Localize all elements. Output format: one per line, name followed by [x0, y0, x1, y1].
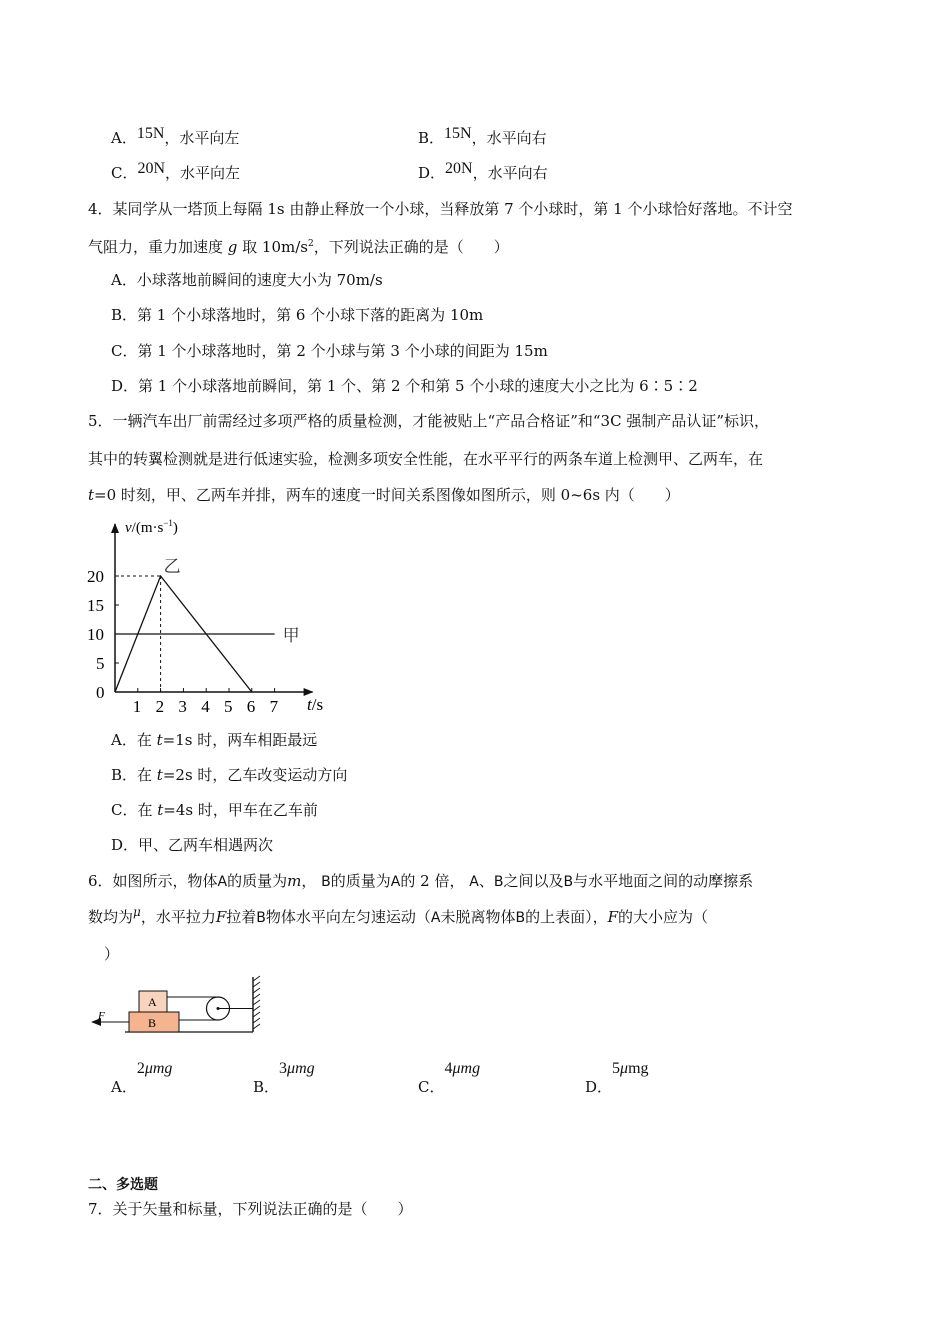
q7-stem: 7．关于矢量和标量，下列说法正确的是（ ） — [88, 1200, 413, 1218]
x-tick-label-6: 6 — [246, 697, 256, 716]
y-tick-label-20: 20 — [87, 567, 104, 586]
q6-option-c: C．4μmg — [418, 1060, 481, 1096]
q5-stem-line3: t=0 时刻，甲、乙两车并排，两车的速度一时间关系图像如图所示，则 0~6s 内（ ） — [88, 486, 680, 504]
q3-option-b: B．15N，水平向右 — [418, 125, 547, 147]
q4-option-d: D．第 1 个小球落地前瞬间，第 1 个、第 2 个和第 5 个小球的速度大小之比为 6∶5∶2 — [111, 377, 698, 395]
section-title-multi-choice: 二、多选题 — [88, 1177, 158, 1193]
q4-option-a: A．小球落地前瞬间的速度大小为 70m/s — [111, 271, 383, 289]
q4-stem-line2: 气阻力，重力加速度 g 取 $10m/s^2$，下列说法正确的是（ ） — [88, 238, 509, 256]
chart-y-axis-label: $v/(m\cdot s^{-1})$ — [125, 518, 178, 536]
velocity-time-chart — [85, 512, 345, 717]
block-b-label: B — [148, 1016, 157, 1030]
q3-option-d: D．20N，水平向右 — [418, 160, 548, 182]
y-tick-label-5: 5 — [96, 654, 105, 673]
q6-stem-line1: 6．如图所示，物体A的质量为m， B的质量为A的 2 倍， A、B之间以及B与水平地面之间的动摩擦系 — [88, 872, 754, 890]
x-tick-label-2: 2 — [155, 697, 165, 716]
blocks-pulley-figure — [85, 975, 270, 1040]
x-tick-label-4: 4 — [201, 697, 210, 716]
q5-stem-line1: 5．一辆汽车出厂前需经过多项严格的质量检测，才能被贴上“产品合格证”和“3C 强制产品认证”标识， — [88, 412, 770, 430]
q3-option-a: A．15N，水平向左 — [111, 125, 240, 147]
q3-option-a-value: 15N — [136, 125, 165, 142]
chart-x-axis-label: t/s — [307, 695, 324, 714]
x-tick-label-3: 3 — [178, 697, 187, 716]
q4-option-b: B．第 1 个小球落地时，第 6 个小球下落的距离为 10m — [111, 306, 484, 324]
q3-option-d-value: 20N — [445, 160, 473, 177]
q6-option-d: D．5μmg — [585, 1060, 649, 1096]
q6-stem-line3: ） — [104, 945, 120, 963]
q5-option-b: B．在 t=2s 时，乙车改变运动方向 — [111, 766, 348, 784]
x-tick-label-5: 5 — [224, 697, 233, 716]
y-tick-label-10: 10 — [87, 625, 104, 644]
q4-stem-line1: 4．某同学从一塔顶上每隔 1s 由静止释放一个小球，当释放第 7 个小球时，第 1 个小球恰好落地。不计空 — [88, 200, 793, 218]
series-label-jia: 甲 — [282, 626, 300, 645]
q3-option-c-value: 20N — [137, 160, 166, 177]
q6-stem-line2: 数均为$^\mu$，水平拉力F拉着B物体水平向左匀速运动（A未脱离物体B的上表面），F的大小应为（ — [88, 905, 709, 926]
block-a-label: A — [148, 995, 157, 1009]
force-label: F — [98, 1010, 105, 1022]
q3-option-b-value: 15N — [444, 125, 472, 142]
q3-option-c: C．20N，水平向左 — [111, 160, 241, 182]
q5-option-c: C．在 t=4s 时，甲车在乙车前 — [111, 801, 318, 819]
q4-option-c: C．第 1 个小球落地时，第 2 个小球与第 3 个小球的间距为 15m — [111, 342, 548, 360]
q5-option-a: A．在 t=1s 时，两车相距最远 — [111, 731, 318, 749]
q6-option-a: A．2μmg — [111, 1060, 173, 1096]
x-tick-label-7: 7 — [269, 697, 279, 716]
series-label-yi: 乙 — [163, 557, 181, 576]
x-tick-label-1: 1 — [132, 697, 142, 716]
y-tick-label-0: 0 — [96, 683, 105, 702]
q6-option-b: B．3μmg — [253, 1060, 315, 1096]
q5-option-d: D．甲、乙两车相遇两次 — [111, 836, 274, 854]
wall-hatching — [253, 976, 260, 1029]
y-tick-label-15: 15 — [87, 596, 104, 615]
q5-stem-line2: 其中的转翼检测就是进行低速实验，检测多项安全性能，在水平平行的两条车道上检测甲、乙两车，在 — [88, 450, 764, 468]
